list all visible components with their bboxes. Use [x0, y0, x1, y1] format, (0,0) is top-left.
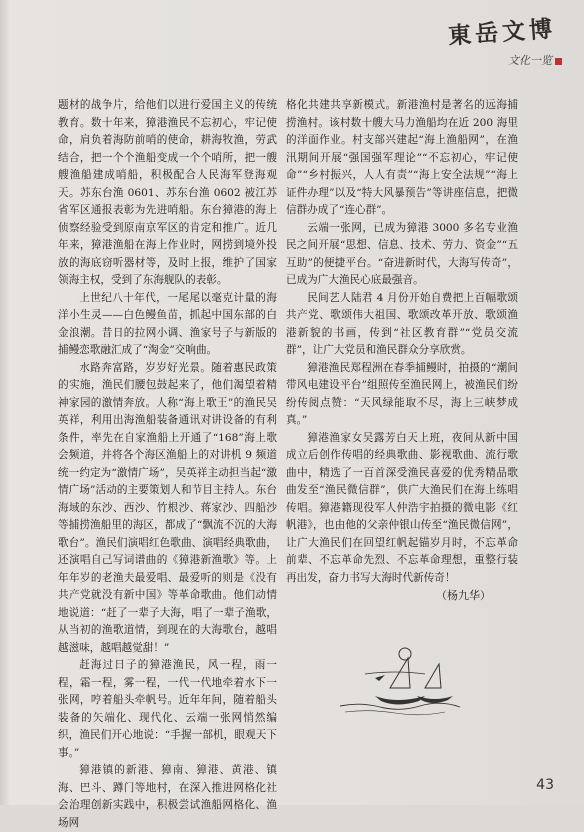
- column-title: 東岳文博: [447, 15, 557, 50]
- paragraph: 獐港渔家女吴露芳白天上班，夜间从新中国成立后创作传唱的经典歌曲、影视歌曲、流行歌曲中，精选了一百首深受渔民喜爱的优秀精品歌曲发至“渔民微信群”，供广大渔民们在海上练唱传唱。獐港籍现役军人仲浩宇拍摄的微电影《红帆港》，也由他的父亲仲银山传至“渔民微信网”，让广大渔民们在回望红帆起锚岁月时，不忘革命前辈、不忘革命先烈、不忘革命理想，重整行装再出发，奋力书写大海时代新传奇！: [286, 431, 518, 584]
- paragraph: 獐港渔民郑程洲在春季捕鳗时，拍摄的“潮间带风电建设平台”组照传至渔民网上，被渔民们纷纷传阅点赞：“天风绿能取不尽，海上三峡梦成真。”: [286, 361, 518, 426]
- fishing-boats-illustration-icon: [335, 640, 465, 720]
- paragraph: 云端一张网，已成为獐港 3000 多名专业渔民之间开展“思想、信息、技术、劳力、资金”“五互助”的便捷平台。“奋进新时代，大海写传奇”，已成为广大渔民心底最强音。: [286, 221, 518, 286]
- paragraph: 水路奔富路，岁岁好光景。随着惠民政策的实施，渔民们腰包鼓起来了，他们渴望着精神家园的激情奔放。人称“海上歌王”的渔民吴英祥，利用出海渔船装备通讯对讲设备的有利条件，率先在自家渔船上开通了“168”海上歌会频道，并将各个海区渔船上的对讲机 9 频道统一约定为“激情广场”，吴英祥主动担当起“激情广场”活动的主要策划人和节目主持人。东台海域的东沙、西沙、竹根沙、蒋家沙、四船沙等捕捞渔船里的海区，都成了“飘流不沉的大海歌台”。渔民们演唱红色歌曲、演唱经典歌曲，还演唱自己写词谱曲的《獐港新渔歌》等。上年年岁的老渔夫最爱唱、最爱听的则是《没有共产党就没有新中国》等革命歌曲。他们动情地说道：“赶了一辈子大海，唱了一辈子渔歌，从当初的渔歌道情，到现在的大海歌台，越唱越滋味，越唱越觉甜！”: [58, 361, 277, 654]
- paragraph: 赶海过日子的獐港渔民，风一程，雨一程，霜一程，雾一程，一代一代地牵着水下一张网，哼着船头牵帆号。近年年间，随着船头装备的矢端化、现代化、云端一张网悄然编织，渔民们开心地说：“手握一部机，眼观天下事。”: [58, 659, 277, 759]
- left-column: [58, 97, 277, 832]
- column-signature: [508, 52, 562, 68]
- paragraph: 獐港镇的新港、獐南、獐港、黄港、镇海、巴斗、蹲门等地村，在深入推进网格化社会治理创新实践中，积极尝试渔船网格化、渔场网: [58, 764, 277, 829]
- paragraph: 题材的战争片，给他们以进行爱国主义的传统教育。数十年来，獐港渔民不忘初心，牢记使命，肩负着海防前哨的使命，耕海牧渔，劳武结合，把一个个渔船变成一个个哨所，把一艘艘渔船建成哨船，积极配合人民海军登海观天。苏东台渔 0601、苏东台渔 0602 被江苏省军区通报表彰为先进哨船。东台獐港的海上侦察经验受到原南京军区的肯定和推广。近几年来，獐港渔船在海上作业时，网捞到境外投放的海底窃听器材等，及时上报，维护了国家领海主权，受到了东海舰队的表彰。: [58, 99, 277, 286]
- paragraph: 上世纪八十年代，一尾尾以毫克计量的海洋小生灵——白色鳗鱼苗，抓起中国东部的白金浪潮。昔日的拉网小调、渔家号子与新版的捕鳗恋歌融汇成了“淘金”交响曲。: [58, 291, 277, 356]
- author-signature: （杨九华）: [436, 589, 491, 602]
- paragraph: 民间艺人陆君 4 月份开始自费把上百幅歌颂共产党、歌颂伟大祖国、歌颂改革开放、歌颂渔港新貌的书画，传到“社区教育群”“党员交流群”，让广大党员和渔民群众分享欣赏。: [286, 291, 518, 356]
- seal-icon: [555, 58, 562, 65]
- right-column: [286, 97, 518, 587]
- paragraph: 格化共建共享新模式。新港渔村是著名的远海捕捞渔村。该村数十艘大马力渔船均在近 200 海里的洋面作业。村支部兴建起“海上渔船网”，在渔汛期间开展“强国强军理论”“不忘初心，牢记使命”“乡村振兴，人人有责”“海上安全法规”“海上证件办理”以及“特大风暴预告”等讲座信息，把微信群办成了“连心群”。: [286, 99, 518, 216]
- page-header: [416, 14, 566, 74]
- signature-text: 文化一览: [508, 54, 552, 67]
- page-number: 43: [536, 777, 554, 793]
